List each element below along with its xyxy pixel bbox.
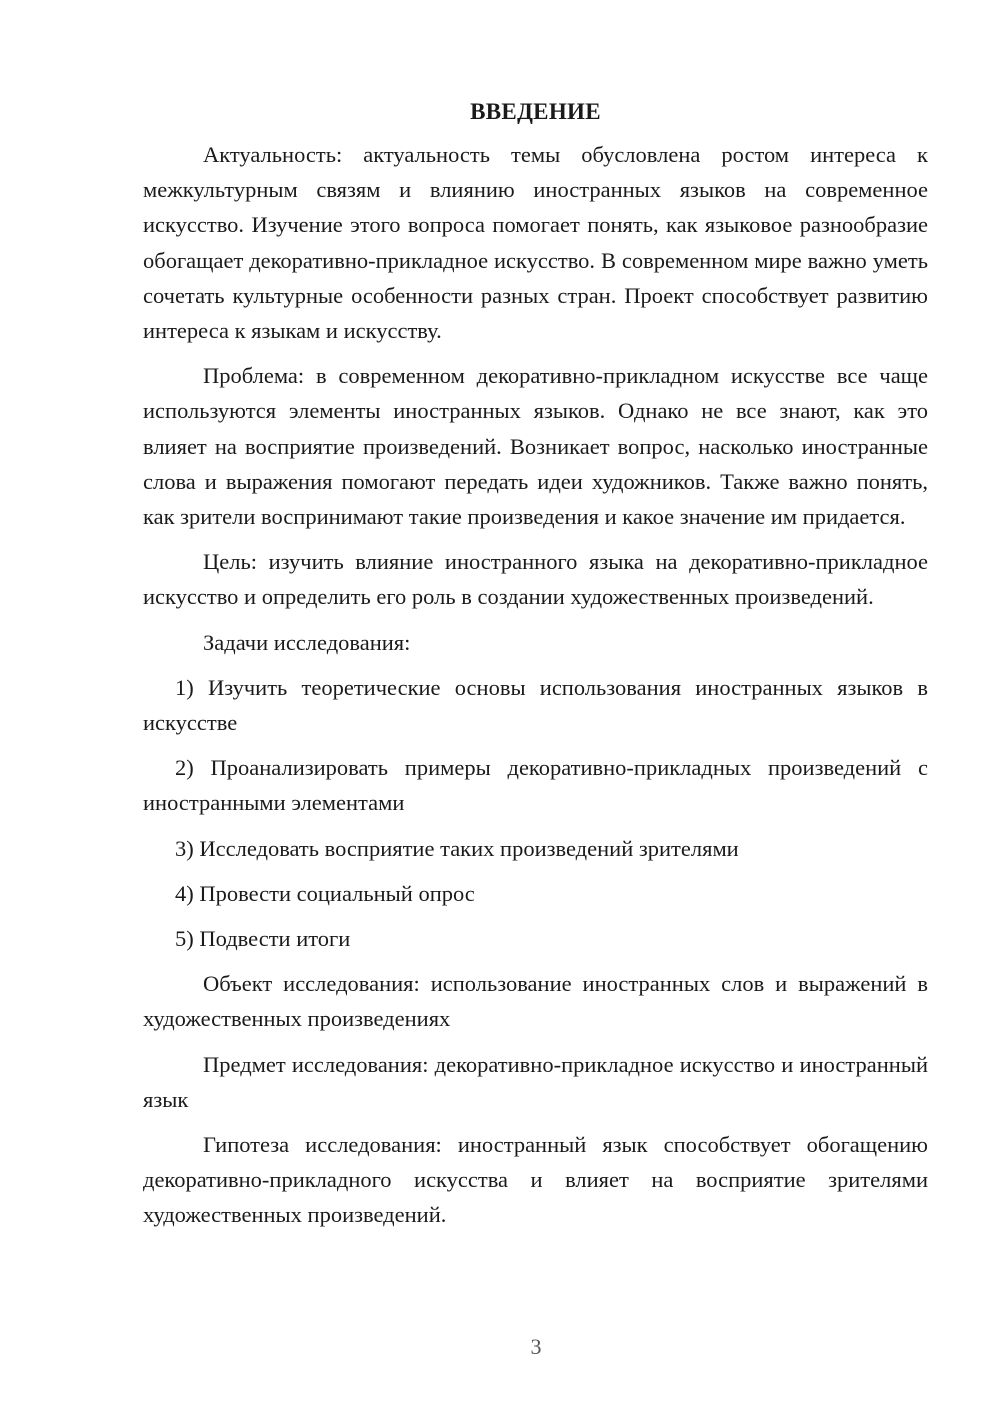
task-item-4: 4) Провести социальный опрос (175, 880, 475, 906)
subject-paragraph: Предмет исследования: декоративно-прикладное искусство и иностранный язык (143, 1051, 928, 1112)
relevance-paragraph: Актуальность: актуальность темы обусловлена ростом интереса к межкультурным связям и влиянию иностранных языков на современное искусство. Изучение этого вопроса помогает понять, как языковое разнообразие обогащает декоративно-прикладное искусство. В современном мире важно уметь сочетать культурные особенности разных стран. Проект способствует развитию интереса к языкам и искусству. (143, 142, 928, 344)
page-content (143, 94, 928, 1233)
goal-paragraph: Цель: изучить влияние иностранного языка на декоративно-прикладное искусство и определить его роль в создании художественных произведений. (143, 549, 928, 610)
section-heading: ВВЕДЕНИЕ (470, 99, 601, 124)
tasks-title: Задачи исследования: (203, 629, 411, 655)
problem-paragraph: Проблема: в современном декоративно-прикладном искусстве все чаще используются элементы иностранных языков. Однако не все знают, как это влияет на восприятие произведений. Возникает вопрос, насколько иностранные слова и выражения помогают передать идеи художников. Также важно понять, как зрители воспринимают такие произведения и какое значение им придается. (143, 363, 928, 530)
object-paragraph: Объект исследования: использование иностранных слов и выражений в художественных произведениях (143, 971, 928, 1032)
task-item-2: 2) Проанализировать примеры декоративно-прикладных произведений с иностранными элементами (143, 755, 928, 816)
task-item-5: 5) Подвести итоги (175, 926, 351, 952)
task-item-3: 3) Исследовать восприятие таких произведений зрителями (175, 835, 739, 861)
page-number: 3 (530, 1334, 542, 1359)
hypothesis-paragraph: Гипотеза исследования: иностранный язык способствует обогащению декоративно-прикладного искусства и влияет на восприятие зрителями художественных произведений. (143, 1132, 928, 1228)
task-item-1: 1) Изучить теоретические основы использования иностранных языков в искусстве (143, 674, 928, 736)
